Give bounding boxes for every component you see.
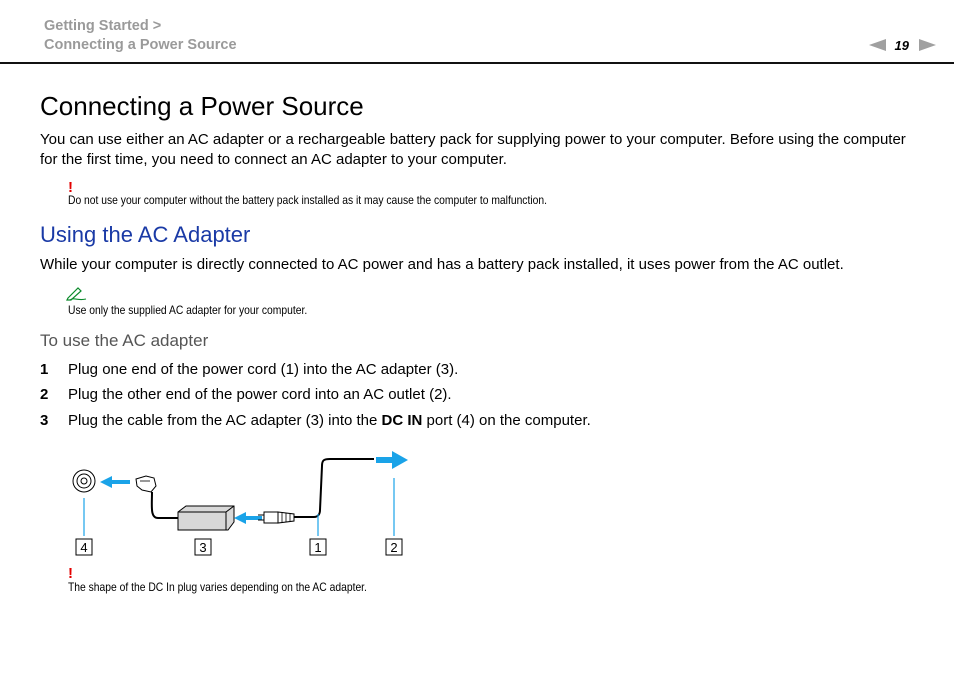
adapter-cable xyxy=(152,492,178,518)
next-page-arrow-icon[interactable] xyxy=(919,39,936,51)
svg-text:2: 2 xyxy=(390,540,398,555)
power-cord-plug-icon xyxy=(258,512,294,523)
step-number: 1 xyxy=(40,361,49,378)
callout-2 xyxy=(386,539,402,555)
page-title: Connecting a Power Source xyxy=(40,91,364,121)
ac-adapter-diagram xyxy=(66,446,416,562)
header-divider xyxy=(0,62,954,64)
intro-paragraph: You can use either an AC adapter or a rechargeable battery pack for supplying power to your computer. Before using the computer for the first time, you need to connect an AC adapter to your computer. xyxy=(40,131,906,168)
svg-text:1: 1 xyxy=(314,540,322,555)
section-title: Using the AC Adapter xyxy=(40,222,251,247)
procedure-title: To use the AC adapter xyxy=(40,331,209,350)
warning-icon-2: ! xyxy=(68,565,73,582)
breadcrumb-section[interactable]: Getting Started > xyxy=(44,18,162,34)
dc-in-port-icon xyxy=(73,470,95,492)
callout-1 xyxy=(310,539,326,555)
svg-text:4: 4 xyxy=(80,540,88,555)
step-text: Plug one end of the power cord (1) into the AC adapter (3). xyxy=(68,361,459,378)
svg-text:3: 3 xyxy=(199,540,207,555)
step-text: Plug the cable from the AC adapter (3) into the xyxy=(68,412,382,429)
note-text: Use only the supplied AC adapter for your computer. xyxy=(68,303,308,317)
page-number: 19 xyxy=(894,37,909,53)
arrow-to-adapter-icon xyxy=(234,512,262,524)
arrow-to-port-icon xyxy=(100,476,130,488)
previous-page-arrow-icon[interactable] xyxy=(869,39,886,51)
breadcrumb xyxy=(44,17,237,55)
callout-3 xyxy=(195,539,211,555)
warning-text-2: The shape of the DC In plug varies depending on the AC adapter. xyxy=(68,580,367,594)
step-3 xyxy=(40,411,591,430)
callout-4 xyxy=(76,539,92,555)
step-text-end: port (4) on the computer. xyxy=(422,412,591,429)
page-navigation xyxy=(869,36,936,54)
step-2 xyxy=(40,385,452,404)
note-pencil-icon xyxy=(66,285,88,301)
section-paragraph: While your computer is directly connected to AC power and has a battery pack installed, it uses power from the AC outlet. xyxy=(40,256,844,273)
dc-plug-icon xyxy=(136,476,156,492)
step-text: Plug the other end of the power cord into an AC outlet (2). xyxy=(68,386,452,403)
breadcrumb-page[interactable]: Connecting a Power Source xyxy=(44,37,237,53)
step-1 xyxy=(40,360,458,379)
step-number: 3 xyxy=(40,412,49,429)
step-number: 2 xyxy=(40,386,49,403)
warning-icon: ! xyxy=(68,179,73,196)
dc-in-label: DC IN xyxy=(381,412,423,429)
power-cord xyxy=(294,459,374,517)
warning-text: Do not use your computer without the battery pack installed as it may cause the computer to malfunction. xyxy=(68,193,547,207)
ac-adapter-icon xyxy=(178,506,234,530)
arrow-to-outlet-icon xyxy=(376,451,408,469)
